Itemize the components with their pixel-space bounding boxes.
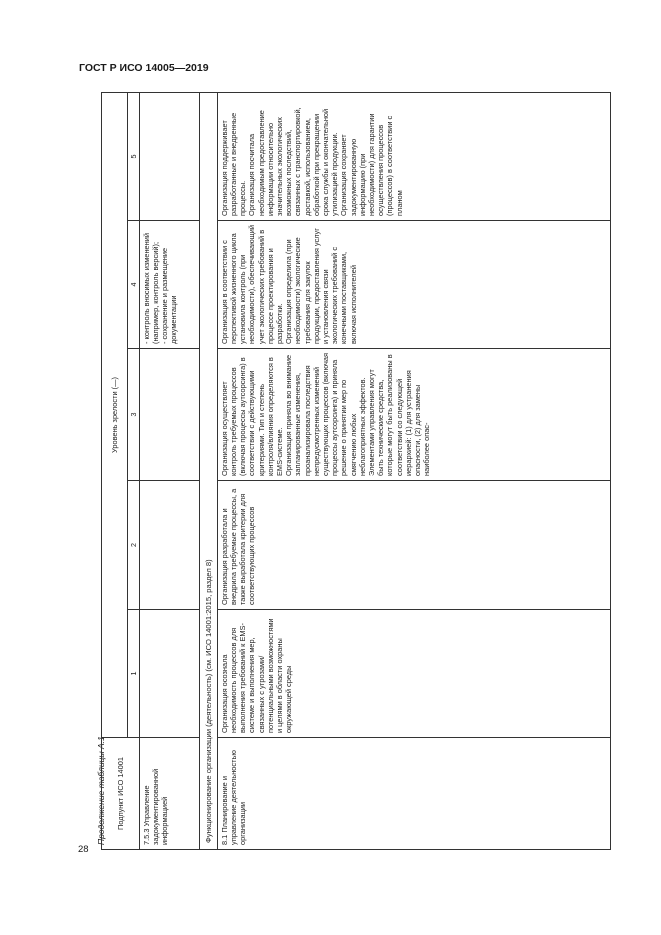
level-number-4: 4 (127, 221, 139, 349)
level-5-cell: Организация поддерживает разработанные и внедренные процессы. Организация посчитала необходимым предоставление информации относительно значительных экологических возможных последствий, связанных с транспортировкой, доставкой, использованием, обработкой при прекращении срока службы и окончательной утилизацией продукции. Организация сохраняет задокументированную информацию (при необходимости) для гарантии осуществления процессов (процессов) в соответствии с планом (217, 92, 610, 220)
level-2-cell (139, 481, 199, 610)
level-3-cell: Организация осуществляет контроль требуемых процессов (включая процессы аутсорсинга) в соответствии с действующими критериями. Тип и степень контроля/влияния определяются в EMS-системе. Организация приняла во внимание запланированные изменения, проанализировала последствия непредусмотренных изменений существующих процессов (включая процессы аутсорсинга) и приняла решение о принятии мер по смягчению любых неблагоприятных эффектов. Элементами управления могут быть технические средства, которые могут быть реализованы в соответствии со следующей иерархией: (1) для устранения опасности, (2) для замены наиболее опас- (217, 349, 610, 481)
section-row (199, 92, 217, 849)
level-5-cell (139, 92, 199, 220)
subclause-header: Подпункт ИСО 14001 (102, 738, 140, 850)
section-title: Функционирование организации (деятельность) (см. ИСО 14001:2015, раздел 8) (199, 92, 217, 849)
document-title: ГОСТ Р ИСО 14005—2019 (79, 62, 209, 74)
level-1-cell: Организация осознала необходимость процессов для выполнения требований к EMS-системе и выполнения мер, связанных с угрозами/потенциальными возможностями и целями в области охраны окружающей среды (217, 610, 610, 738)
level-2-cell: Организация разработала и внедрила требуемые процессы, а также выработала критерии для соответствующих процессов (217, 481, 610, 610)
level-number-2: 2 (127, 481, 139, 610)
subclause-cell: 8.1 Планирование и управление деятельностью организации (217, 738, 610, 850)
table-row (139, 92, 199, 849)
maturity-table (101, 93, 611, 850)
level-3-cell (139, 349, 199, 481)
level-number-5: 5 (127, 92, 139, 220)
table-continuation-note: Продолжение таблицы А.1 (96, 736, 106, 845)
table-row (217, 92, 610, 849)
maturity-level-header: Уровень зрелости (—) (102, 92, 128, 737)
level-1-cell (139, 610, 199, 738)
page-number: 28 (78, 844, 89, 855)
level-4-cell: - контроль вносимых изменений (например, контроль версий); - сохранение и размещение документации (139, 221, 199, 349)
level-number-1: 1 (127, 610, 139, 738)
level-number-3: 3 (127, 349, 139, 481)
subclause-cell: 7.5.3 Управление задокументированной информацией (139, 738, 199, 850)
level-4-cell: Организация в соответствии с перспективой жизненного цикла установила контроль (при необходимости), обеспечивающий учет экологических требований в процессе проектирования и разработки. Организация определила (при необходимости) экологические требования для закупок продукции, предоставления услуг и установления связи экологических требований с конечными поставщиками, включая исполнителей (217, 221, 610, 349)
